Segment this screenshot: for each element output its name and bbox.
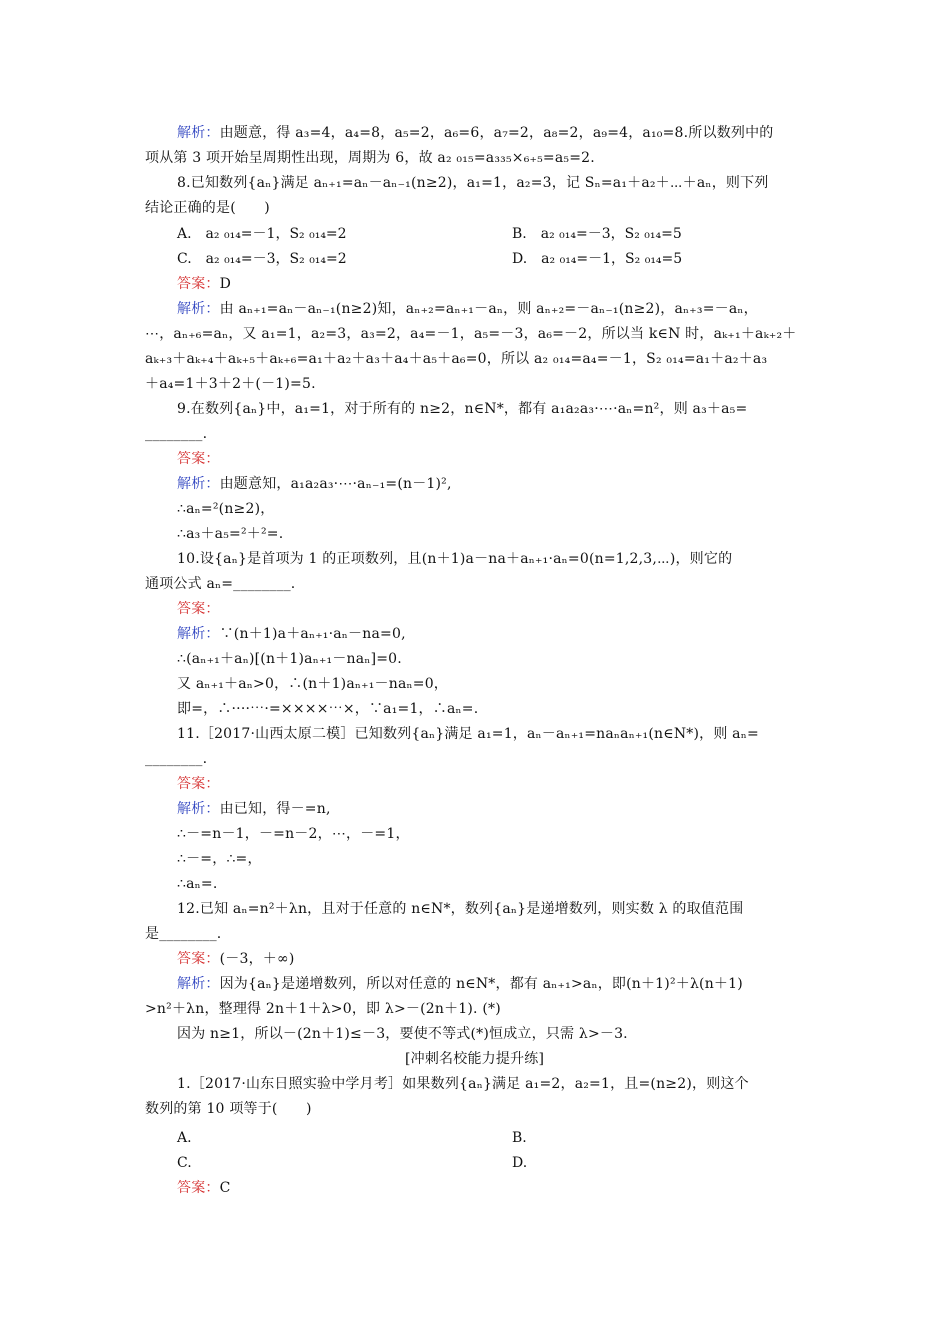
answer-9: [177, 449, 220, 469]
answer-label: 答案：: [177, 1180, 220, 1196]
analysis-10-line-1: [177, 624, 406, 644]
answer-10: [177, 599, 220, 619]
option-8-c: C. a₂ ₀₁₄=－3，S₂ ₀₁₄=2: [177, 251, 347, 267]
analysis-label: 解析：: [177, 476, 220, 492]
analysis-label: 解析：: [177, 801, 220, 817]
option-1-b: B.: [512, 1130, 527, 1146]
text: 因为{aₙ}是递增数列，所以对任意的 n∈N*，都有 aₙ₊₁>aₙ，即(n＋1)²＋λ(n＋1): [219, 976, 743, 992]
analysis-10-line-2: ∴(aₙ₊₁＋aₙ)[(n＋1)aₙ₊₁－naₙ]=0.: [177, 651, 402, 667]
analysis-11-line-1: [177, 799, 331, 819]
answer-label: 答案：: [177, 951, 220, 967]
question-1-stem-cont: 数列的第 10 项等于( ): [145, 1101, 312, 1117]
analysis-11-line-3: ∴－=，∴=，: [177, 851, 262, 867]
question-9-blank: ________.: [145, 426, 208, 442]
analysis-9-line-1: [177, 474, 452, 494]
text: 由题意知，a₁a₂a₃·⋯·aₙ₋₁=(n－1)²,: [219, 476, 452, 492]
analysis-10-line-3: 又 aₙ₊₁＋aₙ>0，∴(n＋1)aₙ₊₁－naₙ=0，: [177, 676, 449, 692]
answer-1: [177, 1178, 231, 1198]
answer-label: 答案：: [177, 276, 220, 292]
option-1-d: D.: [512, 1155, 528, 1171]
question-11-blank: ________.: [145, 751, 208, 767]
analysis-11-line-4: ∴aₙ=.: [177, 876, 218, 892]
question-10-blank: 通项公式 aₙ=________.: [145, 576, 296, 592]
option-8-d: D. a₂ ₀₁₄=－1，S₂ ₀₁₄=5: [512, 251, 683, 267]
analysis-7-line-1: [177, 123, 774, 143]
question-12-blank: 是________.: [145, 926, 222, 942]
answer-value: D: [219, 276, 232, 292]
analysis-label: 解析：: [177, 125, 220, 141]
analysis-9-line-2: ∴aₙ=²(n≥2)，: [177, 501, 275, 517]
analysis-12-line-1: [177, 974, 743, 994]
answer-12: [177, 949, 295, 969]
question-10-stem: 10.设{aₙ}是首项为 1 的正项数列，且(n＋1)a－na＋aₙ₊₁·aₙ=0(n=1,2,3,⋯)，则它的: [177, 551, 733, 567]
analysis-8-line-2: ⋯，aₙ₊₆=aₙ，又 a₁=1，a₂=3，a₃=2，a₄=－1，a₅=－3，a₆=－2，所以当 k∈N 时，aₖ₊₁＋aₖ₊₂＋: [145, 326, 797, 342]
answer-label: 答案：: [177, 776, 220, 792]
question-9-stem: 9.在数列{aₙ}中，a₁=1，对于所有的 n≥2，n∈N*，都有 a₁a₂a₃·⋯·aₙ=n²，则 a₃＋a₅=: [177, 401, 748, 417]
analysis-7-line-2: 项从第 3 项开始呈周期性出现，周期为 6，故 a₂ ₀₁₅=a₃₃₅×₆₊₅=a₅=2.: [145, 150, 595, 166]
analysis-11-line-2: ∴－=n－1，－=n－2，⋯，－=1，: [177, 826, 410, 842]
question-12-stem: 12.已知 aₙ=n²＋λn，且对于任意的 n∈N*，数列{aₙ}是递增数列，则实数 λ 的取值范围: [177, 901, 744, 917]
option-8-a: A. a₂ ₀₁₄=－1，S₂ ₀₁₄=2: [177, 226, 347, 242]
text: 由题意，得 a₃=4，a₄=8，a₅=2，a₆=6，a₇=2，a₈=2，a₉=4，a₁₀=8.所以数列中的: [219, 125, 774, 141]
text: 由 aₙ₊₁=aₙ－aₙ₋₁(n≥2)知，aₙ₊₂=aₙ₊₁－aₙ，则 aₙ₊₂=－aₙ₋₁(n≥2)，aₙ₊₃=－aₙ，: [219, 301, 758, 317]
answer-value: (－3，＋∞): [219, 951, 295, 967]
question-8-stem-cont: 结论正确的是( ): [145, 200, 270, 216]
answer-11: [177, 774, 220, 794]
analysis-10-line-4: 即=，∴····⋯·=××××⋯×，∵a₁=1，∴aₙ=.: [177, 701, 479, 717]
analysis-12-line-2: >n²＋λn，整理得 2n＋1＋λ>0，即 λ>－(2n＋1). (*): [145, 1001, 501, 1017]
question-11-stem: 11.［2017·山西太原二模］已知数列{aₙ}满足 a₁=1，aₙ－aₙ₊₁=naₙaₙ₊₁(n∈N*)，则 aₙ=: [177, 726, 759, 742]
question-8-stem: 8.已知数列{aₙ}满足 aₙ₊₁=aₙ－aₙ₋₁(n≥2)，a₁=1，a₂=3，记 Sₙ=a₁＋a₂＋⋯＋aₙ，则下列: [177, 175, 769, 191]
section-heading: [冲刺名校能力提升练]: [405, 1051, 545, 1067]
answer-value: C: [219, 1180, 231, 1196]
answer-label: 答案：: [177, 601, 220, 617]
analysis-12-line-3: 因为 n≥1，所以－(2n＋1)≤－3，要使不等式(*)恒成立，只需 λ>－3.: [177, 1026, 628, 1042]
analysis-9-line-3: ∴a₃＋a₅=²＋²=.: [177, 526, 284, 542]
analysis-label: 解析：: [177, 976, 220, 992]
analysis-label: 解析：: [177, 626, 220, 642]
text: ∵(n＋1)a＋aₙ₊₁·aₙ－na=0,: [219, 626, 406, 642]
answer-8: [177, 274, 231, 294]
option-8-b: B. a₂ ₀₁₄=－3，S₂ ₀₁₄=5: [512, 226, 682, 242]
analysis-8-line-1: [177, 299, 758, 319]
analysis-label: 解析：: [177, 301, 220, 317]
option-1-c: C.: [177, 1155, 192, 1171]
answer-label: 答案：: [177, 451, 220, 467]
analysis-8-line-3: aₖ₊₃＋aₖ₊₄＋aₖ₊₅＋aₖ₊₆=a₁＋a₂＋a₃＋a₄＋a₅＋a₆=0，所以 a₂ ₀₁₄=a₄=－1，S₂ ₀₁₄=a₁＋a₂＋a₃: [145, 351, 768, 367]
analysis-8-line-4: ＋a₄=1＋3＋2＋(－1)=5.: [145, 376, 316, 392]
option-1-a: A.: [177, 1130, 192, 1146]
text: 由已知，得－=n,: [219, 801, 331, 817]
question-1-stem: 1.［2017·山东日照实验中学月考］如果数列{aₙ}满足 a₁=2，a₂=1，且=(n≥2)，则这个: [177, 1076, 749, 1092]
